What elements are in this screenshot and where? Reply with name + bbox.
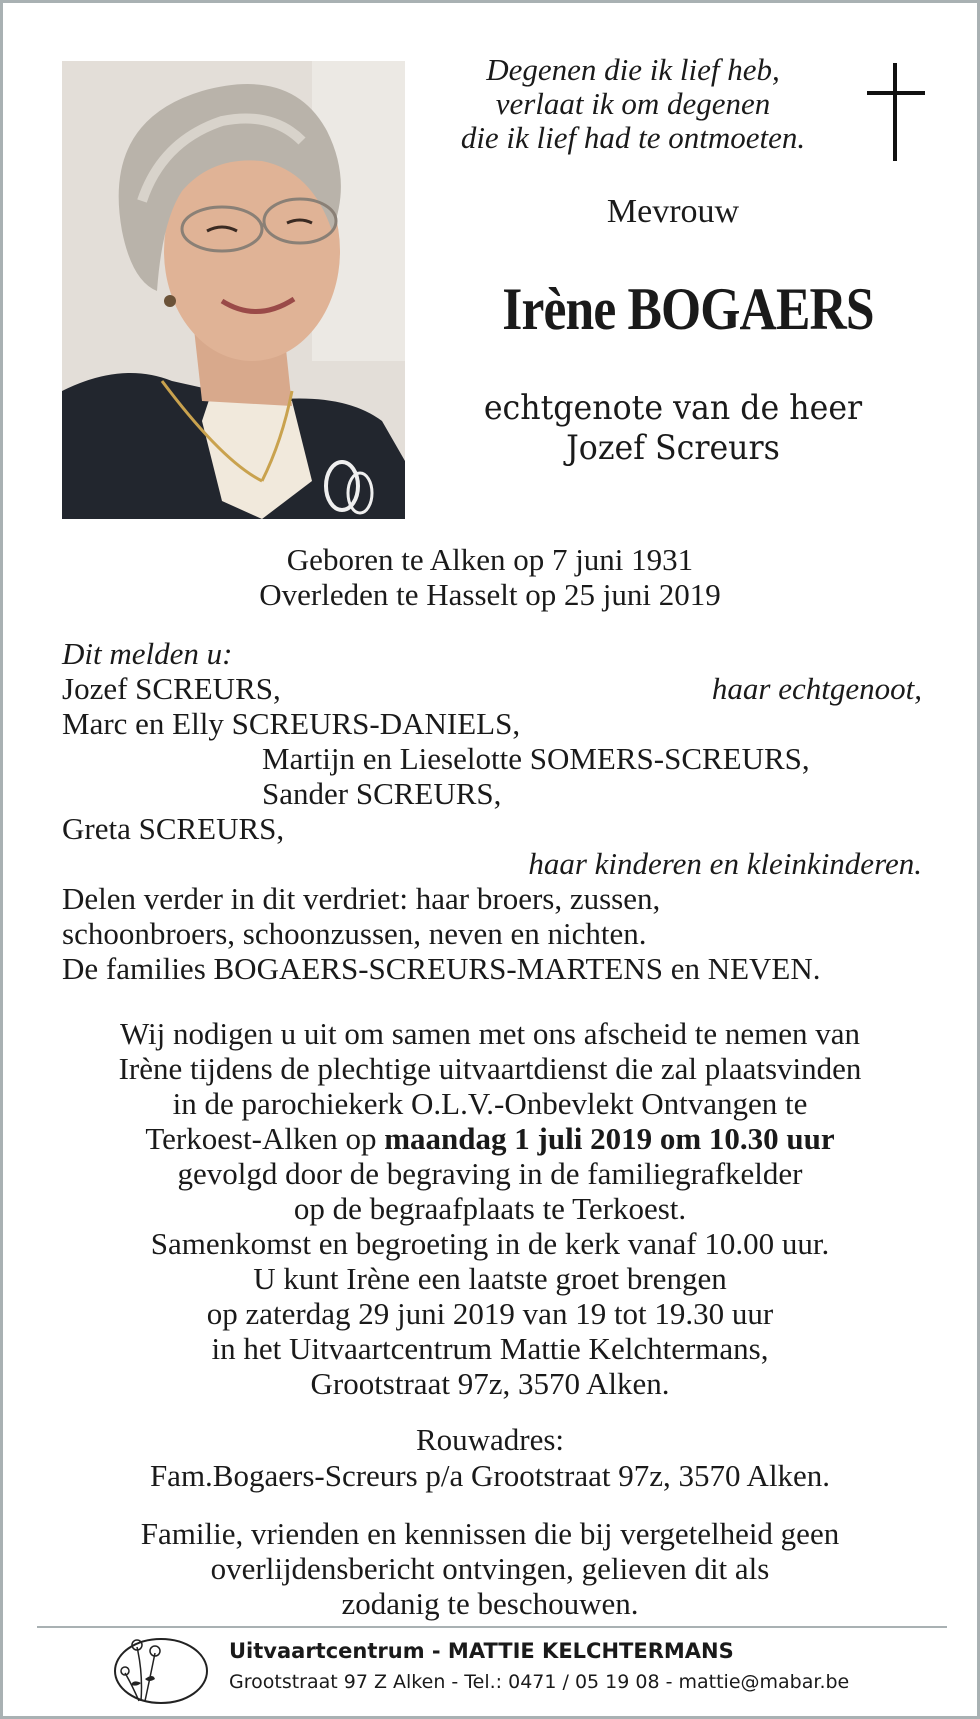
quote-line: die ik lief had te ontmoeten.: [460, 120, 806, 155]
shared-grief-line: Delen verder in dit verdriet: haar broers, zussen,: [62, 881, 661, 916]
service-line: U kunt Irène een laatste groet brengen: [253, 1261, 727, 1296]
quote-line: Degenen die ik lief heb,: [486, 52, 780, 87]
husband-role: haar echtgenoot,: [711, 671, 922, 706]
footer-divider: [37, 1626, 947, 1628]
portrait-illustration: [62, 61, 405, 519]
family-row: [62, 671, 922, 706]
birth-date: Geboren te Alken op 7 juni 1931: [286, 542, 694, 577]
family-member: Sander SCREURS,: [262, 776, 502, 811]
family-member: Martijn en Lieselotte SOMERS-SCREURS,: [262, 741, 810, 776]
husband-name: Jozef SCREURS,: [62, 671, 281, 706]
service-line: op zaterdag 29 juni 2019 van 19 tot 19.30 uur: [206, 1296, 774, 1331]
announcement-intro: Dit melden u:: [62, 636, 233, 671]
service-line: op de begraafplaats te Terkoest.: [293, 1191, 687, 1226]
service-line: in het Uitvaartcentrum Mattie Kelchtermans,: [211, 1331, 769, 1366]
family-row: [62, 846, 922, 881]
funeral-service-info: [3, 1016, 977, 1401]
death-date: Overleden te Hasselt op 25 juni 2019: [259, 577, 721, 612]
children-role: haar kinderen en kleinkinderen.: [528, 846, 922, 881]
portrait-photo: [62, 61, 405, 519]
service-line: gevolgd door de begraving in de familiegrafkelder: [177, 1156, 803, 1191]
service-datetime: maandag 1 juli 2019 om 10.30 uur: [384, 1121, 835, 1156]
note-line: overlijdensbericht ontvingen, gelieven dit als: [210, 1551, 770, 1586]
service-line: Grootstraat 97z, 3570 Alken.: [310, 1366, 670, 1401]
address-value: Fam.Bogaers-Screurs p/a Grootstraat 97z, 3570 Alken.: [149, 1458, 831, 1493]
memorial-quote: [413, 53, 853, 155]
spouse-relation: echtgenote van de heer: [483, 388, 863, 428]
address-label: Rouwadres:: [415, 1422, 565, 1457]
flower-logo-icon: [111, 1633, 211, 1705]
condolence-address: [3, 1422, 977, 1494]
family-announcement: [62, 636, 922, 986]
life-dates: [3, 542, 977, 612]
service-line: Wij nodigen u uit om samen met ons afscheid te nemen van: [120, 1016, 860, 1051]
service-line: Samenkomst en begroeting in de kerk vanaf 10.00 uur.: [150, 1226, 830, 1261]
service-place: Terkoest-Alken op: [145, 1121, 385, 1156]
closing-note: [3, 1516, 977, 1621]
deceased-name: Irène BOGAERS: [502, 276, 874, 342]
families-line: De families BOGAERS-SCREURS-MARTENS en NEVEN.: [62, 951, 821, 986]
service-line: Irène tijdens de plechtige uitvaartdienst die zal plaatsvinden: [118, 1051, 862, 1086]
funeral-home-contact: Grootstraat 97 Z Alken - Tel.: 0471 / 05 19 08 - mattie@mabar.be: [229, 1671, 850, 1693]
shared-grief-line: schoonbroers, schoonzussen, neven en nichten.: [62, 916, 647, 951]
service-line: in de parochiekerk O.L.V.-Onbevlekt Ontvangen te: [172, 1086, 808, 1121]
note-line: Familie, vrienden en kennissen die bij vergetelheid geen: [140, 1516, 840, 1551]
funeral-home-name: Uitvaartcentrum - MATTIE KELCHTERMANS: [229, 1639, 734, 1663]
note-line: zodanig te beschouwen.: [341, 1586, 639, 1621]
spouse-info: [443, 388, 903, 468]
honorific: Mevrouw: [606, 193, 740, 230]
spouse-name: Jozef Screurs: [566, 428, 780, 468]
service-line: [3, 1121, 977, 1156]
cross-icon: [867, 63, 925, 161]
quote-line: verlaat ik om degenen: [495, 86, 771, 121]
family-member: Greta SCREURS,: [62, 811, 285, 846]
family-member: Marc en Elly SCREURS-DANIELS,: [62, 706, 521, 741]
